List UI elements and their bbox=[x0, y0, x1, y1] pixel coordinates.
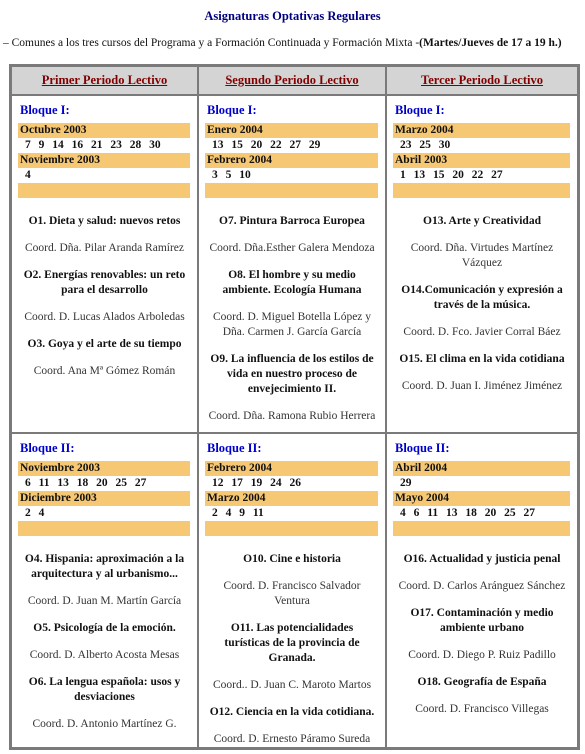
column-header-label[interactable]: Segundo Periodo Lectivo bbox=[225, 73, 359, 87]
block-row-1 bbox=[11, 95, 578, 433]
course-coordinator: Coord. D. Juan M. Martín García bbox=[27, 595, 182, 607]
month-days: 6 11 13 18 20 25 27 bbox=[25, 477, 147, 489]
course-title: O10. Cine e historia bbox=[243, 553, 341, 565]
subtitle-text: – Comunes a los tres cursos del Programa y a Formación Continuada y Formación Mixta - bbox=[3, 37, 420, 49]
month-days: 3 5 10 bbox=[212, 169, 251, 181]
course-coordinator: Coord. D. Alberto Acosta Mesas bbox=[29, 649, 180, 661]
month-label: Marzo 2004 bbox=[393, 123, 570, 138]
month-days: 4 6 11 13 18 20 25 27 bbox=[400, 507, 535, 519]
month-days: 7 9 14 16 21 23 28 30 bbox=[25, 139, 161, 151]
month-days: 13 15 20 22 27 29 bbox=[212, 139, 321, 151]
column-header-label[interactable]: Tercer Periodo Lectivo bbox=[421, 73, 543, 87]
course-coordinator: Coord. D. Lucas Alados Arboledas bbox=[24, 311, 185, 323]
month-days: 12 17 19 24 26 bbox=[212, 477, 301, 489]
month-label: Abril 2004 bbox=[393, 461, 570, 476]
calendar bbox=[205, 123, 378, 198]
bloque-label: Bloque II: bbox=[20, 441, 75, 455]
bloque-label: Bloque I: bbox=[20, 103, 70, 117]
course-coordinator: Coord. Dña.Esther Galera Mendoza bbox=[209, 242, 375, 254]
month-label: Febrero 2004 bbox=[205, 461, 378, 476]
month-days: 29 bbox=[400, 477, 412, 489]
column-header-2 bbox=[198, 66, 386, 95]
course-coordinator: Coord. Dña. Pilar Aranda Ramírez bbox=[24, 242, 185, 254]
header-row bbox=[11, 66, 578, 95]
course-coordinator: Coord. D. Diego P. Ruiz Padillo bbox=[408, 649, 556, 661]
month-days: 1 13 15 20 22 27 bbox=[400, 169, 503, 181]
calendar bbox=[205, 461, 378, 536]
course-coordinator: Coord. D. Antonio Martínez G. bbox=[32, 718, 177, 730]
calendar bbox=[18, 461, 190, 536]
bloque-label: Bloque I: bbox=[207, 103, 257, 117]
column-header-1 bbox=[11, 66, 198, 95]
course-title: O7. Pintura Barroca Europea bbox=[219, 215, 365, 227]
course-list bbox=[199, 552, 385, 747]
calendar bbox=[393, 123, 570, 198]
month-label: Mayo 2004 bbox=[393, 491, 570, 506]
cell-r2-c1 bbox=[11, 433, 198, 748]
month-days: 4 bbox=[25, 169, 31, 181]
course-title: O15. El clima en la vida cotidiana bbox=[399, 353, 565, 365]
calendar-bar bbox=[18, 183, 190, 198]
schedule-table bbox=[9, 64, 580, 750]
course-title: O6. La lengua española: usos y desviaciones bbox=[28, 676, 181, 703]
cell-r1-c1 bbox=[11, 95, 198, 433]
course-coordinator: Coord. Ana Mª Gómez Román bbox=[33, 365, 176, 377]
course-list bbox=[12, 214, 197, 379]
month-label: Abril 2003 bbox=[393, 153, 570, 168]
calendar-bar bbox=[205, 521, 378, 536]
calendar-bar bbox=[18, 521, 190, 536]
course-title: O14.Comunicación y expresión a través de la música. bbox=[401, 284, 563, 311]
course-coordinator: Coord. D. Fco. Javier Corral Báez bbox=[403, 326, 561, 338]
course-list bbox=[387, 552, 577, 717]
course-coordinator: Coord. D. Ernesto Páramo Sureda bbox=[213, 733, 371, 745]
month-days: 23 25 30 bbox=[400, 139, 451, 151]
month-label: Noviembre 2003 bbox=[18, 153, 190, 168]
course-title: O11. Las potencialidades turísticas de la provincia de Granada. bbox=[224, 622, 360, 664]
course-coordinator: Coord. D. Miguel Botella López y Dña. Carmen J. García García bbox=[212, 311, 372, 338]
course-list bbox=[12, 552, 197, 732]
month-days: 2 4 9 11 bbox=[212, 507, 264, 519]
calendar bbox=[393, 461, 570, 536]
course-coordinator: Coord. D. Francisco Salvador Ventura bbox=[223, 580, 361, 607]
course-title: O18. Geografía de España bbox=[417, 676, 547, 688]
month-label: Diciembre 2003 bbox=[18, 491, 190, 506]
course-title: O9. La influencia de los estilos de vida en nuestro proceso de envejecimiento II. bbox=[210, 353, 374, 395]
subtitle-schedule: (Martes/Jueves de 17 a 19 h.) bbox=[419, 37, 562, 49]
course-title: O16. Actualidad y justicia penal bbox=[403, 553, 561, 565]
column-header-3 bbox=[386, 66, 578, 95]
cell-r2-c2 bbox=[198, 433, 386, 748]
course-coordinator: Coord. Dña. Ramona Rubio Herrera bbox=[208, 410, 376, 422]
course-title: O3. Goya y el arte de su tiempo bbox=[27, 338, 182, 350]
page-title: Asignaturas Optativas Regulares bbox=[204, 9, 381, 23]
calendar-bar bbox=[393, 183, 570, 198]
cell-r1-c2 bbox=[198, 95, 386, 433]
course-coordinator: Coord. D. Francisco Villegas bbox=[415, 703, 549, 715]
bloque-label: Bloque II: bbox=[395, 441, 450, 455]
course-title: O12. Ciencia en la vida cotidiana. bbox=[209, 706, 375, 718]
month-label: Noviembre 2003 bbox=[18, 461, 190, 476]
cell-r1-c3 bbox=[386, 95, 578, 433]
month-label: Marzo 2004 bbox=[205, 491, 378, 506]
course-coordinator: Coord. Dña. Virtudes Martínez Vázquez bbox=[410, 242, 554, 269]
course-title: O1. Dieta y salud: nuevos retos bbox=[28, 215, 181, 227]
bloque-label: Bloque I: bbox=[395, 103, 445, 117]
calendar bbox=[18, 123, 190, 198]
month-label: Febrero 2004 bbox=[205, 153, 378, 168]
month-days: 2 4 bbox=[25, 507, 45, 519]
course-title: O4. Hispania: aproximación a la arquitectura y al urbanismo... bbox=[24, 553, 185, 580]
course-coordinator: Coord. D. Juan I. Jiménez Jiménez bbox=[401, 380, 563, 392]
bloque-label: Bloque II: bbox=[207, 441, 262, 455]
calendar-bar bbox=[205, 183, 378, 198]
page-subtitle bbox=[3, 37, 585, 49]
course-list bbox=[387, 214, 577, 394]
course-list bbox=[199, 214, 385, 424]
course-title: O17. Contaminación y medio ambiente urbano bbox=[410, 607, 554, 634]
course-title: O13. Arte y Creatividad bbox=[423, 215, 541, 227]
month-label: Octubre 2003 bbox=[18, 123, 190, 138]
course-title: O2. Energías renovables: un reto para el desarrollo bbox=[23, 269, 186, 296]
course-coordinator: Coord. D. Carlos Aránguez Sánchez bbox=[398, 580, 566, 592]
course-coordinator: Coord.. D. Juan C. Maroto Martos bbox=[212, 679, 372, 691]
column-header-label[interactable]: Primer Periodo Lectivo bbox=[41, 73, 168, 87]
course-title: O8. El hombre y su medio ambiente. Ecología Humana bbox=[222, 269, 362, 296]
calendar-bar bbox=[393, 521, 570, 536]
block-row-2 bbox=[11, 433, 578, 748]
month-label: Enero 2004 bbox=[205, 123, 378, 138]
cell-r2-c3 bbox=[386, 433, 578, 748]
course-title: O5. Psicología de la emoción. bbox=[33, 622, 176, 634]
